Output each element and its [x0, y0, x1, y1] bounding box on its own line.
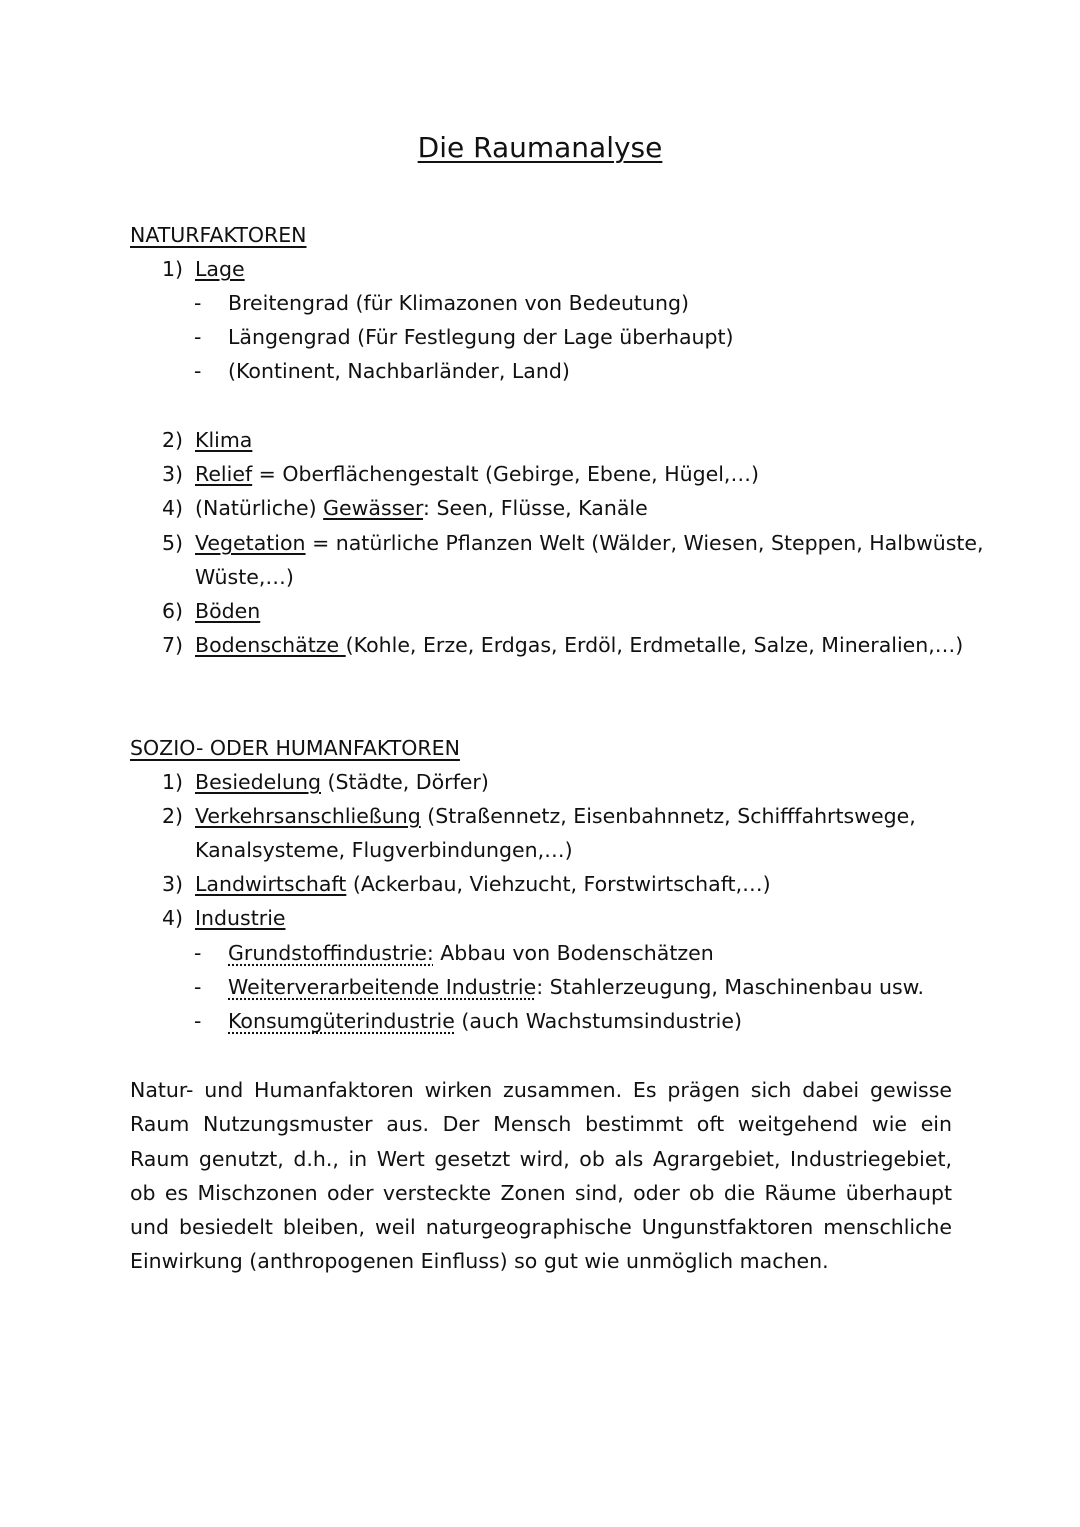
term-gewaesser: Gewässer: [323, 496, 424, 520]
term-weiterverarbeitende-industrie: Weiterverarbeitende Industrie: [228, 975, 537, 999]
term-bodenschaetze: Bodenschätze: [195, 633, 346, 657]
term-relief: Relief: [195, 462, 253, 486]
term-industrie: Industrie: [195, 906, 286, 930]
term-verkehr: Verkehrsanschließung: [195, 804, 421, 828]
section-heading-humanfaktoren: SOZIO- ODER HUMANFAKTOREN: [130, 736, 460, 760]
term-boeden: Böden: [195, 599, 261, 623]
document-page: Die Raumanalyse NATURFAKTOREN 1) Lage - Breitengrad (für Klimazonen von Bedeutung) - Längengrad (Für Festlegung der Lage überhaupt) - (Kontinent, Nachbarländer, Land) 2) Klima 3) Relief = Oberflächengestalt (Gebirge, Ebene, Hügel,…) 4) (Natürliche) Gewässer: Seen, Flüsse, Kanäle 5) Vegetation = natürliche Pflanzen Welt (Wälder, Wiesen, Steppen, Halbwüste, Wüste,…) 6) Böden 7) Bodenschätze (Kohle, Erze, Erdgas, Erdöl, Erdmetalle, Salze, Mineralien,…) SOZIO- ODER HUMANFAKTOREN 1) Besiedelung (Städte, Dörfer) 2) Verkehrsanschließung (Straßennetz, Eisenbahnnetz, Schifffahrtswege, Kanalsysteme, Flugverbindungen,…) 3) Landwirtschaft (Ackerbau, Viehzucht, Forstwirtschaft,…) 4) Industrie - Grundstoffindustrie: Abbau von Bodenschätzen - Weiterverarbeitende Industrie: Stahlerzeugung, Maschinenbau usw. - Konsumgüterindustrie (auch Wachstumsindustrie) Natur- und Humanfaktoren wirken zusammen. Es prägen sich dabei gewisse Raum Nutzungsmuster aus. Der Mensch bestimmt oft weitgehend wie ein Raum genutzt, d.h., in Wert gesetzt wird, ob als Agrargebiet, Industriegebiet, ob es Mischzonen oder versteckte Zonen sind, oder ob die Räume überhaupt und besiedelt bleiben, weil naturgeographische Ungunstfaktoren menschliche Einwirkung (anthropogenen Einfluss) so gut wie unmöglich machen.: [0, 0, 1080, 1527]
section-heading-naturfaktoren: NATURFAKTOREN: [130, 223, 307, 247]
summary-paragraph: Natur- und Humanfaktoren wirken zusammen. Es prägen sich dabei gewisse Raum Nutzungsmuster aus. Der Mensch bestimmt oft weitgehend wie ein Raum genutzt, d.h., in Wert gesetzt wird, ob als Agrargebiet, Industriegebiet, ob es Mischzonen oder versteckte Zonen sind, oder ob die Räume überhaupt und besiedelt bleiben, weil naturgeographische Ungunstfaktoren menschliche Einwirkung (anthropogenen Einfluss) so gut wie unmöglich machen.: [130, 1078, 952, 1274]
term-grundstoffindustrie: Grundstoffindustrie:: [228, 941, 434, 965]
term-vegetation: Vegetation: [195, 531, 306, 555]
term-klima: Klima: [195, 428, 253, 452]
term-landwirtschaft: Landwirtschaft: [195, 872, 347, 896]
page-title: Die Raumanalyse: [417, 131, 663, 164]
term-besiedelung: Besiedelung: [195, 770, 321, 794]
term-konsumgueterindustrie: Konsumgüterindustrie: [228, 1009, 455, 1033]
term-lage: Lage: [195, 257, 245, 281]
